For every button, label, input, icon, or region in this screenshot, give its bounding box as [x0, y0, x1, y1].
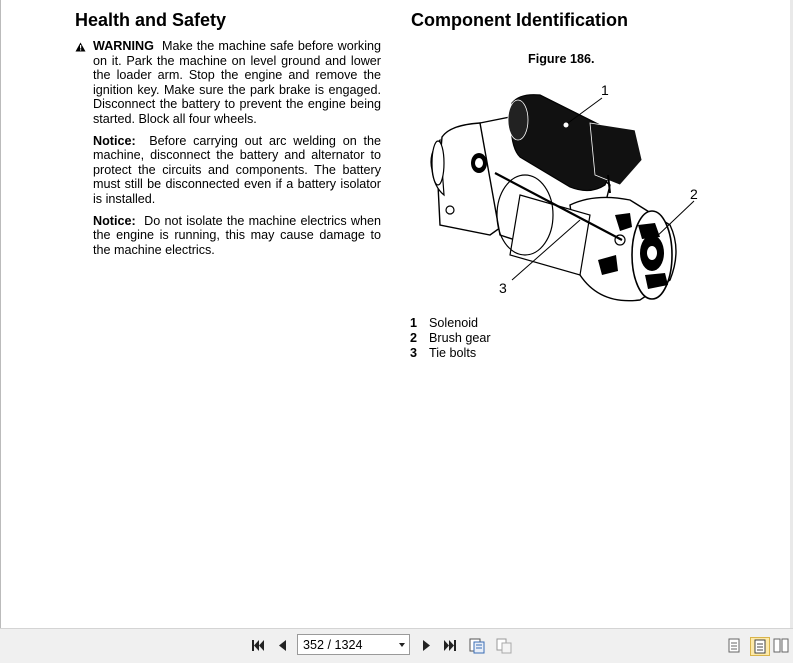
notice-text-2: Do not isolate the machine electrics when the engine is running, this may cause damage to the machine electrics.	[93, 213, 381, 257]
copy-page-button[interactable]	[467, 637, 487, 654]
notice-label-1: Notice:	[93, 133, 136, 148]
first-page-button[interactable]	[250, 637, 266, 654]
export-page-icon	[495, 637, 513, 654]
notice-paragraph-2	[93, 214, 381, 258]
export-page-button[interactable]	[494, 637, 514, 654]
notice-text-1: Before carrying out arc welding on the machine, disconnect the battery and alternator to protect the circuits and components. The battery must still be disconnected even if a battery isolator is installed.	[93, 133, 381, 206]
single-page-view-icon	[728, 638, 740, 653]
figure-title: Figure 186.	[528, 52, 595, 66]
last-page-icon	[443, 639, 457, 652]
viewer-toolbar	[0, 628, 793, 663]
callout-1: 1	[601, 82, 609, 98]
copy-page-icon	[468, 637, 486, 654]
legend-item	[410, 346, 491, 361]
facing-view-icon	[773, 638, 789, 653]
notice-label-2: Notice:	[93, 213, 136, 228]
legend-item	[410, 331, 491, 346]
component-identification-heading: Component Identification	[411, 10, 628, 30]
single-page-view-button[interactable]	[727, 637, 741, 654]
notice-paragraph-1	[93, 134, 381, 207]
starter-motor-illustration	[420, 75, 720, 305]
callout-3: 3	[499, 280, 507, 296]
page-number-select[interactable]	[297, 634, 410, 655]
legend-item	[410, 316, 491, 331]
chevron-down-icon	[399, 643, 405, 647]
first-page-icon	[251, 639, 265, 652]
warning-text: Make the machine safe before working on it. Park the machine on level ground and lower the loader arm. Stop the engine and remove the ignition key. Make sure the park brake is engaged. Disconnect the battery to prevent the engine being started. Block all four wheels.	[93, 39, 381, 126]
next-page-button[interactable]	[420, 637, 434, 654]
last-page-button[interactable]	[442, 637, 458, 654]
prev-page-icon	[277, 639, 287, 652]
legend-label: Solenoid	[429, 316, 479, 330]
warning-label: WARNING	[93, 39, 154, 53]
legend-label: Brush gear	[429, 331, 491, 345]
previous-page-button[interactable]	[275, 637, 289, 654]
continuous-view-button[interactable]	[750, 637, 770, 656]
legend-number: 2	[410, 331, 418, 345]
health-safety-heading: Health and Safety	[75, 10, 227, 30]
legend-number: 1	[410, 316, 418, 330]
safety-text-column	[93, 39, 381, 264]
next-page-icon	[422, 639, 432, 652]
page-indicator: 352 / 1324	[303, 637, 363, 652]
figure-legend	[410, 316, 491, 361]
warning-triangle-icon	[75, 42, 86, 52]
facing-view-button[interactable]	[773, 637, 789, 654]
warning-paragraph	[93, 39, 381, 127]
legend-number: 3	[410, 346, 418, 360]
callout-2: 2	[690, 186, 698, 202]
page-border-left	[0, 0, 1, 628]
continuous-view-icon	[754, 639, 766, 654]
legend-label: Tie bolts	[429, 346, 477, 360]
